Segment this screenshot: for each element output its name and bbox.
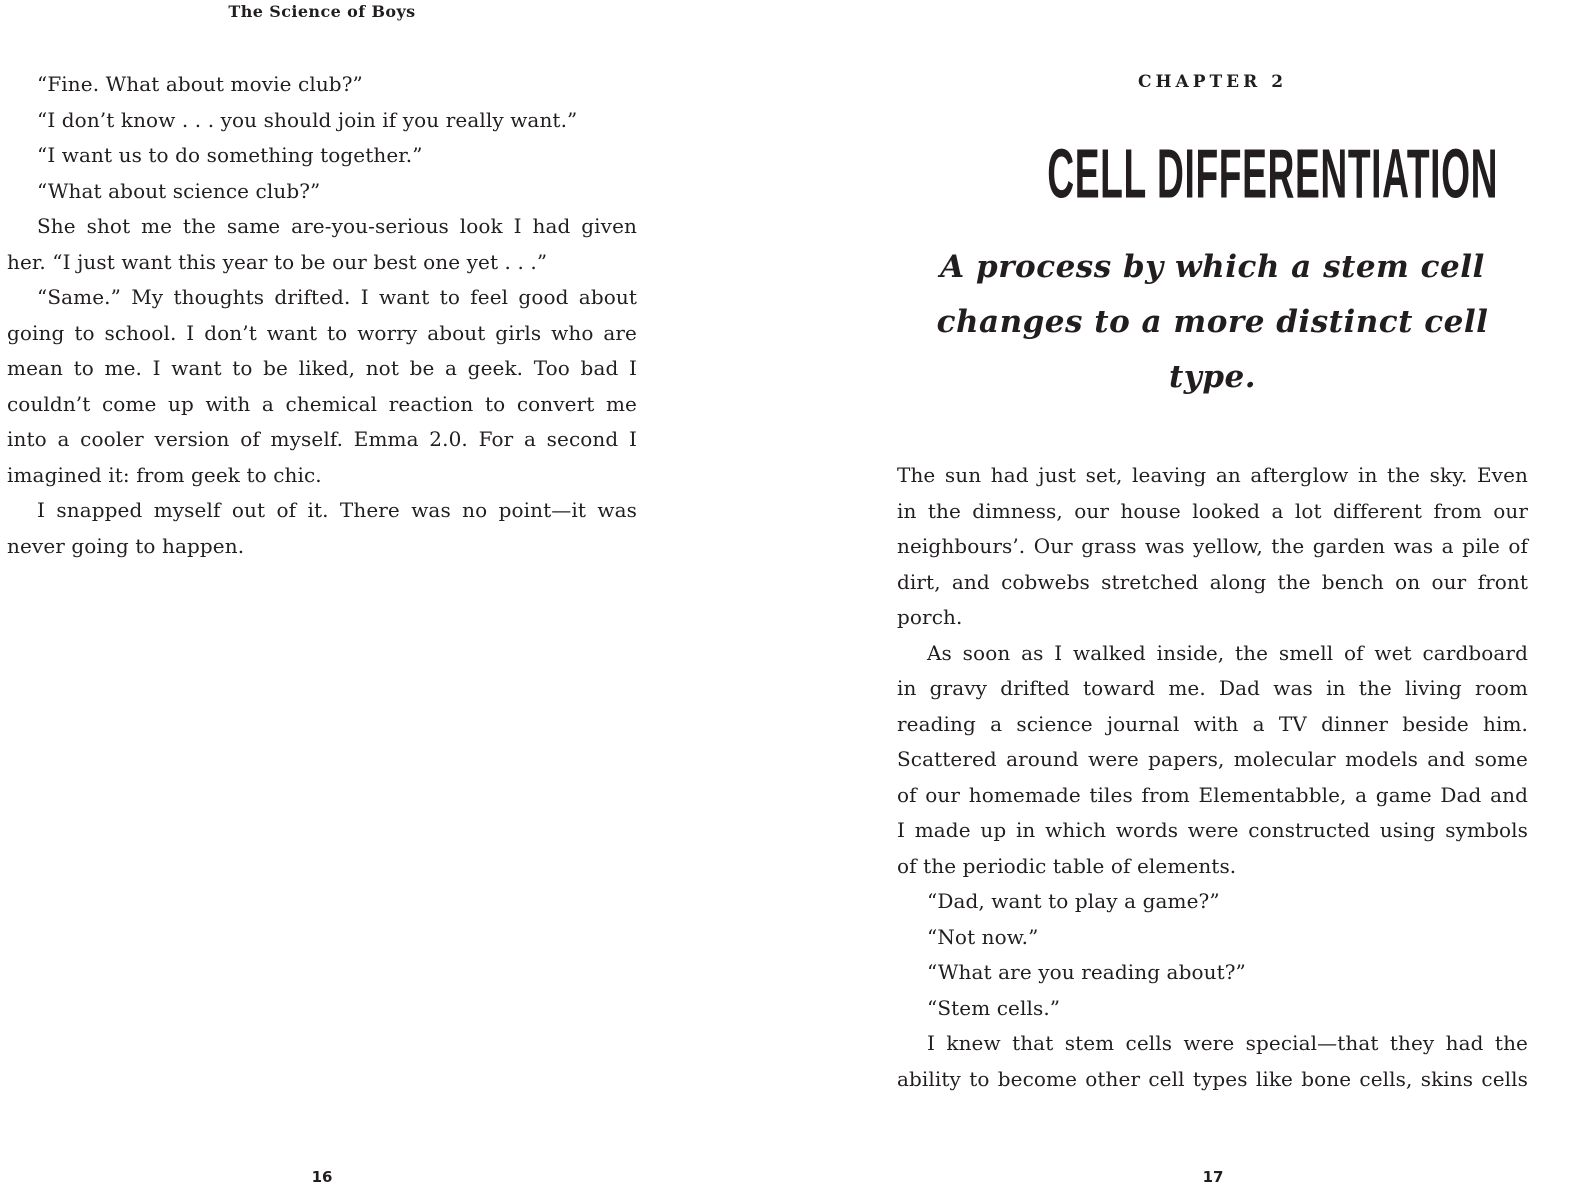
page-number-right: 17	[1202, 1168, 1224, 1186]
text-line: “Stem cells.”	[927, 995, 1061, 1020]
text-line: I knew that stem cells were special—that they had the	[927, 1031, 1528, 1055]
left-page-body	[7, 67, 637, 564]
text-line: going to school. I don’t want to worry about girls who are	[7, 320, 637, 345]
text-line: neighbours’. Our grass was yellow, the garden was a pile of	[897, 534, 1528, 558]
page-number-left: 16	[311, 1168, 333, 1186]
chapter-title-text: CELL DIFFERENTIATION	[1047, 135, 1499, 214]
text-line: couldn’t come up with a chemical reaction to convert me	[7, 391, 637, 416]
text-line: in gravy drifted toward me. Dad was in the living room	[897, 676, 1528, 700]
text-line: never going to happen.	[7, 533, 245, 558]
text-line: The sun had just set, leaving an afterglow in the sky. Even	[897, 463, 1528, 487]
text-line: of the periodic table of elements.	[897, 853, 1237, 878]
text-line: “What about science club?”	[37, 178, 321, 203]
text-line: into a cooler version of myself. Emma 2.0. For a second I	[7, 427, 637, 451]
text-line: As soon as I walked inside, the smell of wet cardboard	[927, 640, 1528, 665]
text-line: Scattered around were papers, molecular models and some	[897, 747, 1528, 771]
text-line: dirt, and cobwebs stretched along the bench on our front	[897, 569, 1528, 594]
text-line: “Fine. What about movie club?”	[37, 72, 363, 96]
text-line: I snapped myself out of it. There was no point—it was	[37, 498, 637, 522]
text-line: She shot me the same are-you-serious look I had given	[37, 214, 637, 238]
text-line: imagined it: from geek to chic.	[7, 462, 322, 487]
page-right	[788, 0, 1577, 1200]
text-line: “I don’t know . . . you should join if you really want.”	[37, 107, 578, 132]
right-page-body	[897, 458, 1528, 1097]
text-line: reading a science journal with a TV dinner beside him.	[897, 711, 1528, 736]
text-line: “Dad, want to play a game?”	[927, 889, 1220, 913]
chapter-subtitle-line-2: changes to a more distinct cell type.	[936, 304, 1489, 395]
page-left	[0, 0, 788, 1200]
text-line: of our homemade tiles from Elementabble, a game Dad and	[897, 782, 1528, 807]
text-line: her. “I just want this year to be our best one yet . . .”	[7, 249, 548, 274]
text-line: “I want us to do something together.”	[37, 143, 423, 167]
text-line: in the dimness, our house looked a lot different from our	[897, 498, 1528, 523]
text-line: ability to become other cell types like bone cells, skins cells	[897, 1066, 1528, 1091]
chapter-subtitle	[897, 240, 1528, 405]
running-head: The Science of Boys	[228, 2, 416, 21]
chapter-subtitle-line-1: A process by which a stem cell	[940, 249, 1485, 285]
text-line: “Not now.”	[927, 924, 1039, 949]
chapter-title	[897, 135, 1528, 217]
text-line: “What are you reading about?”	[927, 960, 1246, 984]
text-line: porch.	[897, 605, 963, 629]
text-line: mean to me. I want to be liked, not be a geek. Too bad I	[7, 356, 637, 380]
text-line: “Same.” My thoughts drifted. I want to feel good about	[37, 285, 637, 309]
text-line: I made up in which words were constructed using symbols	[897, 818, 1528, 842]
chapter-label: CHAPTER 2	[1137, 72, 1288, 92]
